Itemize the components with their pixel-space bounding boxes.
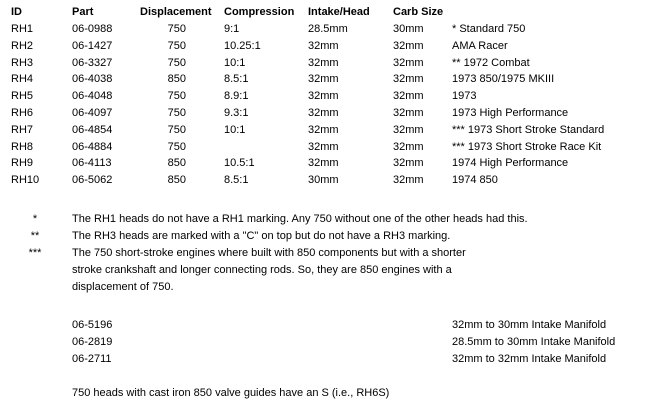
- cell-carb: 32mm: [393, 157, 424, 170]
- cell-displacement: 750: [167, 39, 186, 52]
- cell-displacement: 750: [167, 56, 186, 69]
- cell-part: 06-1427: [72, 39, 113, 52]
- cell-displacement: 750: [167, 123, 186, 136]
- cell-note: *** 1973 Short Stroke Standard: [452, 123, 605, 136]
- cell-intake: 32mm: [308, 56, 339, 69]
- cell-intake: 32mm: [308, 140, 339, 153]
- cell-compression: 10.5:1: [224, 157, 255, 170]
- header-id: ID: [11, 6, 22, 18]
- footnote-mark: **: [30, 230, 40, 242]
- cell-part: 06-4113: [72, 157, 112, 170]
- cell-intake: 30mm: [308, 174, 339, 187]
- cell-carb: 32mm: [393, 90, 424, 103]
- cell-carb: 32mm: [393, 174, 424, 187]
- cell-id: RH7: [11, 123, 34, 136]
- cell-displacement: 750: [167, 107, 186, 119]
- cell-note: * Standard 750: [452, 23, 526, 35]
- cell-id: RH8: [11, 140, 34, 153]
- cell-id: RH4: [11, 73, 34, 86]
- manifold-desc: 28.5mm to 30mm Intake Manifold: [452, 336, 616, 348]
- header-compression: Compression: [224, 6, 295, 18]
- cell-part: 06-3327: [72, 56, 113, 69]
- cell-note: *** 1973 Short Stroke Race Kit: [452, 140, 602, 153]
- footnote-text: displacement of 750.: [72, 281, 174, 293]
- manifold-desc: 32mm to 32mm Intake Manifold: [452, 353, 607, 365]
- footnote-mark: ***: [28, 247, 42, 259]
- cell-note: 1973 High Performance: [452, 107, 569, 119]
- cell-displacement: 750: [167, 140, 186, 153]
- cell-note: ** 1972 Combat: [452, 56, 530, 69]
- cell-part: 06-4038: [72, 73, 113, 86]
- cell-displacement: 850: [167, 157, 186, 170]
- cell-carb: 32mm: [393, 107, 424, 119]
- cell-intake: 32mm: [308, 90, 339, 103]
- header-part: Part: [72, 6, 94, 18]
- cell-id: RH10: [11, 174, 40, 187]
- cell-part: 06-4097: [72, 107, 113, 119]
- manifold-part: 06-2711: [72, 353, 112, 365]
- footnote-text: The RH1 heads do not have a RH1 marking. Any 750 without one of the other heads had this.: [72, 213, 528, 225]
- cell-compression: 8.9:1: [224, 90, 249, 103]
- cell-part: 06-4854: [72, 123, 113, 136]
- cell-displacement: 750: [167, 90, 186, 103]
- cell-carb: 32mm: [393, 39, 424, 52]
- cell-compression: 8.5:1: [224, 73, 249, 86]
- cell-carb: 32mm: [393, 73, 424, 86]
- manifold-desc: 32mm to 30mm Intake Manifold: [452, 319, 607, 331]
- cell-id: RH2: [11, 39, 34, 52]
- footnote-text: The 750 short-stroke engines where built with 850 components but with a shorter: [72, 247, 466, 259]
- cell-id: RH5: [11, 90, 34, 103]
- cell-id: RH1: [11, 23, 34, 35]
- cell-compression: 9.3:1: [224, 107, 249, 119]
- cell-compression: 9:1: [224, 23, 240, 35]
- header-intake: Intake/Head: [308, 6, 370, 18]
- cell-intake: 32mm: [308, 39, 339, 52]
- cell-part: 06-5062: [72, 174, 113, 187]
- cell-id: RH9: [11, 157, 34, 170]
- cell-displacement: 850: [167, 174, 186, 187]
- footnote-text: The RH3 heads are marked with a "C" on top but do not have a RH3 marking.: [72, 230, 451, 242]
- cell-compression: 8.5:1: [224, 174, 249, 187]
- header-displacement: Displacement: [140, 6, 212, 18]
- cell-note: 1974 850: [452, 174, 498, 187]
- cell-displacement: 750: [167, 23, 186, 35]
- cell-intake: 32mm: [308, 157, 339, 170]
- cell-intake: 28.5mm: [308, 23, 348, 35]
- cell-id: RH6: [11, 107, 34, 119]
- cell-note: 1973: [452, 90, 477, 103]
- cell-carb: 30mm: [393, 23, 424, 35]
- cell-intake: 32mm: [308, 123, 339, 136]
- cell-part: 06-4884: [72, 140, 113, 153]
- footnote-text: stroke crankshaft and longer connecting rods. So, they are 850 engines with a: [72, 264, 452, 276]
- cell-note: AMA Racer: [452, 39, 508, 52]
- footnote-mark: *: [32, 213, 38, 225]
- cell-carb: 32mm: [393, 123, 424, 136]
- cell-note: 1973 850/1975 MKIII: [452, 73, 555, 86]
- cell-note: 1974 High Performance: [452, 157, 569, 170]
- cell-intake: 32mm: [308, 73, 339, 86]
- cell-carb: 32mm: [393, 140, 424, 153]
- cell-compression: 10.25:1: [224, 39, 261, 52]
- cell-displacement: 850: [167, 73, 186, 86]
- cell-id: RH3: [11, 56, 34, 69]
- manifold-part: 06-5196: [72, 319, 113, 331]
- cell-part: 06-4048: [72, 90, 113, 103]
- cell-intake: 32mm: [308, 107, 339, 119]
- cell-compression: 10:1: [224, 123, 246, 136]
- header-carb: Carb Size: [393, 6, 444, 18]
- manifold-part: 06-2819: [72, 336, 113, 348]
- closing-note: 750 heads with cast iron 850 valve guides have an S (i.e., RH6S): [72, 387, 390, 399]
- cell-carb: 32mm: [393, 56, 424, 69]
- cell-part: 06-0988: [72, 23, 113, 35]
- cell-compression: 10:1: [224, 56, 246, 69]
